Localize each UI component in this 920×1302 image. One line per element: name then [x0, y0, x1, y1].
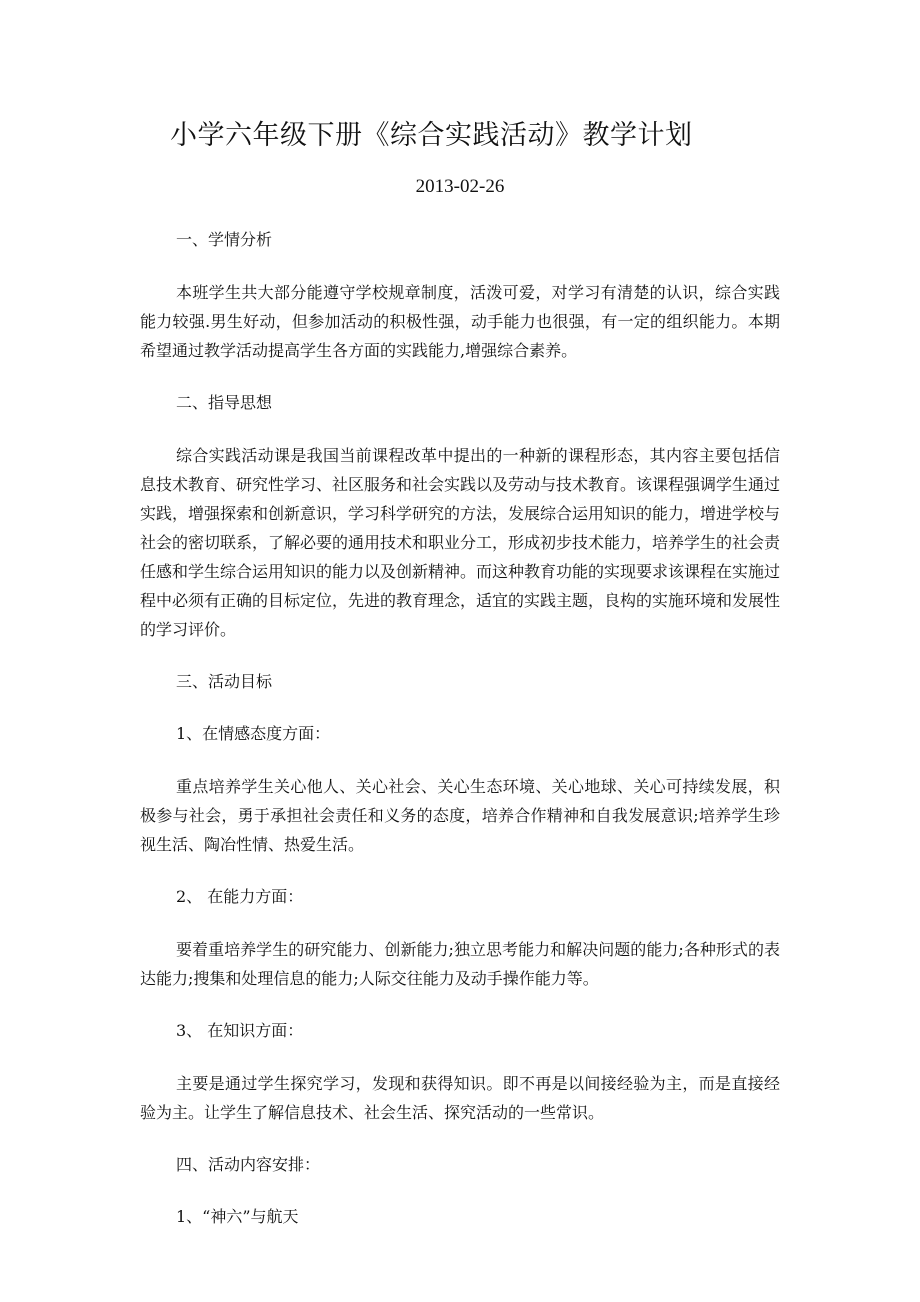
- document-date: 2013-02-26: [415, 176, 505, 197]
- document-title: 小学六年级下册《综合实践活动》教学计划: [170, 120, 693, 151]
- subheading-ability: 2、 在能力方面：: [176, 887, 304, 906]
- paragraph-guidance: 综合实践活动课是我国当前课程改革中提出的一种新的课程形态，其内容主要包括信息技术教育、研究性学习、社区服务和社会实践以及劳动与技术教育。该课程强调学生通过实践，增强探索和创新意识，学习科学研究的方法，发展综合运用知识的能力，增进学校与社会的密切联系，了解必要的通用技术和职业分工，形成初步技术能力，培养学生的社会责任感和学生综合运用知识的能力以及创新精神。而这种教育功能的实现要求该课程在实施过程中必须有正确的目标定位，先进的教育理念，适宜的实践主题，良构的实施环境和发展性的学习评价。: [140, 446, 781, 639]
- paragraph-knowledge: 主要是通过学生探究学习，发现和获得知识。即不再是以间接经验为主，而是直接经验为主。让学生了解信息技术、社会生活、探究活动的一些常识。: [140, 1074, 780, 1122]
- paragraph-emotion: 重点培养学生关心他人、关心社会、关心生态环境、关心地球、关心可持续发展，积极参与社会，勇于承担社会责任和义务的态度，培养合作精神和自我发展意识;培养学生珍视生活、陶冶性情、热爱生活。: [140, 777, 780, 854]
- subheading-knowledge: 3、 在知识方面：: [176, 1021, 304, 1040]
- section-heading-analysis: 一、学情分析: [176, 230, 273, 249]
- section-heading-content: 四、活动内容安排：: [176, 1155, 321, 1174]
- paragraph-analysis: 本班学生共大部分能遵守学校规章制度，活泼可爱，对学习有清楚的认识，综合实践能力较强.男生好动，但参加活动的积极性强，动手能力也很强，有一定的组织能力。本期希望通过教学活动提高学生各方面的实践能力,增强综合素养。: [140, 283, 780, 360]
- subheading-shenliu: 1、“神六”与航天: [176, 1207, 299, 1226]
- paragraph-ability: 要着重培养学生的研究能力、创新能力;独立思考能力和解决问题的能力;各种形式的表达能力;搜集和处理信息的能力;人际交往能力及动手操作能力等。: [140, 940, 780, 988]
- document-body: [140, 226, 780, 1255]
- section-heading-guidance: 二、指导思想: [176, 393, 273, 412]
- section-heading-goals: 三、活动目标: [176, 672, 273, 691]
- subheading-emotion: 1、在情感态度方面：: [176, 724, 331, 743]
